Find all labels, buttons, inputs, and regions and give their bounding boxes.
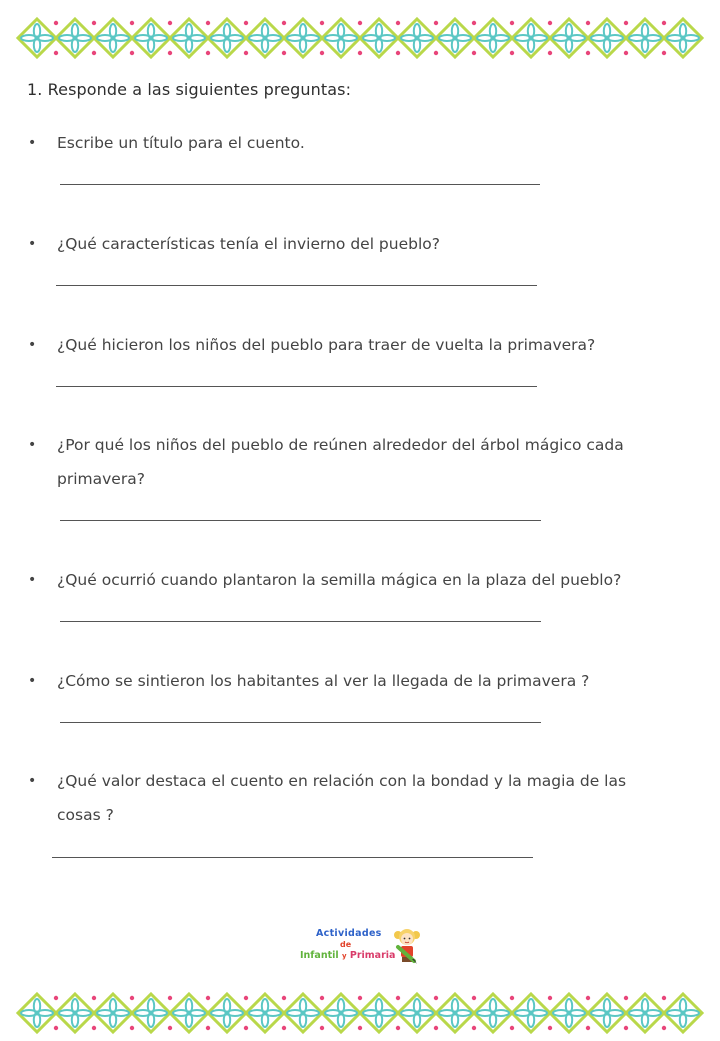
bullet-icon: • <box>28 135 37 151</box>
logo-line-1: Actividades <box>316 928 382 939</box>
question-text: ¿Qué valor destaca el cuento en relación con la bondad y la magia de las cosas ? <box>57 772 627 824</box>
logo-infantil: Infantil <box>300 950 339 961</box>
answer-line[interactable] <box>60 520 541 521</box>
question-text: ¿Qué ocurrió cuando plantaron la semilla mágica en la plaza del pueblo? <box>57 571 622 589</box>
bullet-icon: • <box>28 437 37 453</box>
answer-line[interactable] <box>56 386 537 387</box>
question-text: ¿Cómo se sintieron los habitantes al ver la llegada de la primavera ? <box>57 672 590 690</box>
answer-line[interactable] <box>56 285 537 286</box>
logo-y: y <box>341 952 347 960</box>
answer-line[interactable] <box>60 184 540 185</box>
question-text: ¿Por qué los niños del pueblo de reúnen alrededor del árbol mágico cada primavera? <box>57 436 624 488</box>
question-text: Escribe un título para el cuento. <box>57 134 305 152</box>
question-text: ¿Qué hicieron los niños del pueblo para traer de vuelta la primavera? <box>57 336 596 354</box>
bullet-icon: • <box>28 236 37 252</box>
bullet-icon: • <box>28 773 37 789</box>
logo-primaria: Primaria <box>349 950 396 961</box>
section-heading: 1. Responde a las siguientes preguntas: <box>27 80 352 99</box>
logo-line-3 <box>300 950 395 961</box>
answer-line[interactable] <box>60 621 541 622</box>
logo-line-2: de <box>340 940 352 949</box>
bullet-icon: • <box>28 673 37 689</box>
question-item <box>28 328 668 362</box>
answer-line[interactable] <box>60 722 541 723</box>
question-item <box>28 126 668 160</box>
question-text: ¿Qué características tenía el invierno del pueblo? <box>57 235 440 253</box>
bullet-icon: • <box>28 572 37 588</box>
answer-line[interactable] <box>52 857 533 858</box>
publisher-logo <box>300 928 425 966</box>
question-item <box>28 227 668 261</box>
decorative-border-bottom <box>0 985 720 1041</box>
decorative-border-top <box>0 10 720 66</box>
question-item <box>28 764 668 832</box>
question-item <box>28 563 668 597</box>
question-item <box>28 664 668 698</box>
bullet-icon: • <box>28 337 37 353</box>
girl-with-pencil-icon <box>393 926 421 966</box>
question-item <box>28 428 668 496</box>
